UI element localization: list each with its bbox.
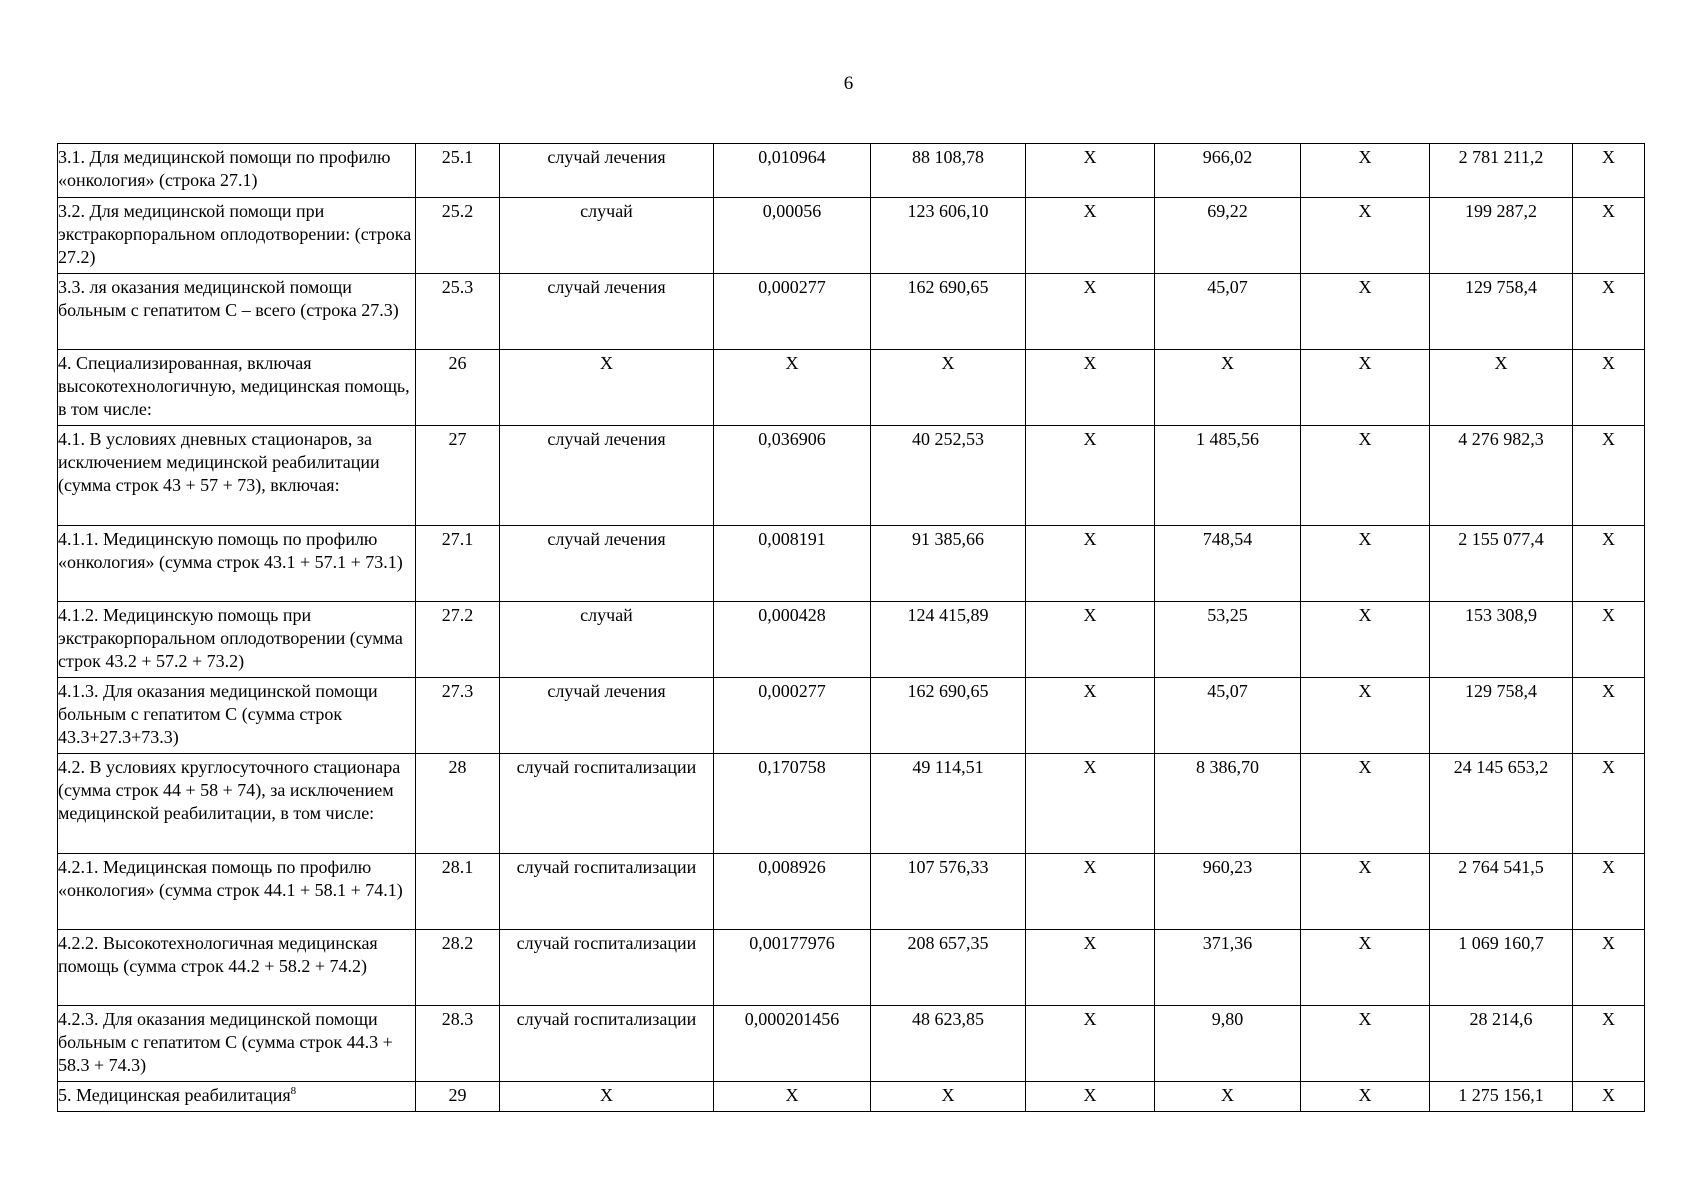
row-cost: 162 690,65: [871, 274, 1026, 350]
row-unit: Х: [500, 1082, 714, 1112]
row-line-number: 29: [416, 1082, 500, 1112]
row-line-number: 28.3: [416, 1006, 500, 1082]
row-col-6: Х: [1026, 930, 1155, 1006]
row-col-8: Х: [1301, 930, 1430, 1006]
row-line-number: 28: [416, 754, 500, 854]
row-col-7: 53,25: [1155, 602, 1301, 678]
row-name: 4.1. В условиях дневных стационаров, за исключением медицинской реабилитации (сумма строк 43 + 57 + 73), включая:: [58, 426, 416, 526]
row-col-10: Х: [1573, 854, 1645, 930]
row-name: 3.3. ля оказания медицинской помощи больным с гепатитом С – всего (строка 27.3): [58, 274, 416, 350]
row-name: 3.2. Для медицинской помощи при экстракорпоральном оплодотворении: (строка 27.2): [58, 198, 416, 274]
row-cost: Х: [871, 350, 1026, 426]
row-col-9: 129 758,4: [1430, 678, 1573, 754]
row-line-number: 27.3: [416, 678, 500, 754]
row-col-8: Х: [1301, 198, 1430, 274]
row-cost: 162 690,65: [871, 678, 1026, 754]
row-col-10: Х: [1573, 1006, 1645, 1082]
row-unit: случай госпитализации: [500, 854, 714, 930]
data-table: [57, 143, 1645, 1112]
table-row: [58, 198, 1645, 274]
row-norm: 0,000201456: [714, 1006, 871, 1082]
row-col-9: 2 155 077,4: [1430, 526, 1573, 602]
row-unit: случай госпитализации: [500, 930, 714, 1006]
row-line-number: 28.2: [416, 930, 500, 1006]
row-cost: 40 252,53: [871, 426, 1026, 526]
row-col-7: 8 386,70: [1155, 754, 1301, 854]
row-unit: случай госпитализации: [500, 1006, 714, 1082]
row-col-9: 4 276 982,3: [1430, 426, 1573, 526]
table-row: [58, 144, 1645, 198]
row-col-10: Х: [1573, 274, 1645, 350]
row-col-7: Х: [1155, 1082, 1301, 1112]
row-col-8: Х: [1301, 854, 1430, 930]
row-norm: 0,008926: [714, 854, 871, 930]
row-line-number: 25.1: [416, 144, 500, 198]
row-line-number: 27: [416, 426, 500, 526]
row-unit: случай лечения: [500, 678, 714, 754]
row-name: 3.1. Для медицинской помощи по профилю «онкология» (строка 27.1): [58, 144, 416, 198]
table-row: [58, 602, 1645, 678]
row-cost: 49 114,51: [871, 754, 1026, 854]
table-row: [58, 1082, 1645, 1112]
row-norm: 0,036906: [714, 426, 871, 526]
row-col-9: 153 308,9: [1430, 602, 1573, 678]
row-name: 4.1.1. Медицинскую помощь по профилю «онкология» (сумма строк 43.1 + 57.1 + 73.1): [58, 526, 416, 602]
row-col-9: 129 758,4: [1430, 274, 1573, 350]
row-col-10: Х: [1573, 144, 1645, 198]
row-col-6: Х: [1026, 426, 1155, 526]
row-col-7: 371,36: [1155, 930, 1301, 1006]
row-name: 4.1.3. Для оказания медицинской помощи больным с гепатитом С (сумма строк 43.3+27.3+73.3): [58, 678, 416, 754]
row-norm: 0,000277: [714, 274, 871, 350]
row-line-number: 25.2: [416, 198, 500, 274]
row-name: 4.1.2. Медицинскую помощь при экстракорпоральном оплодотворении (сумма строк 43.2 + 57.2 + 73.2): [58, 602, 416, 678]
row-unit: случай: [500, 198, 714, 274]
row-cost: Х: [871, 1082, 1026, 1112]
row-cost: 124 415,89: [871, 602, 1026, 678]
row-col-8: Х: [1301, 602, 1430, 678]
row-col-8: Х: [1301, 1006, 1430, 1082]
row-col-6: Х: [1026, 144, 1155, 198]
row-col-10: Х: [1573, 754, 1645, 854]
row-name: 4.2.3. Для оказания медицинской помощи больным с гепатитом С (сумма строк 44.3 + 58.3 + 74.3): [58, 1006, 416, 1082]
row-col-7: 960,23: [1155, 854, 1301, 930]
table-row: [58, 930, 1645, 1006]
row-name: 4. Специализированная, включая высокотехнологичную, медицинская помощь, в том числе:: [58, 350, 416, 426]
row-cost: 107 576,33: [871, 854, 1026, 930]
row-col-8: Х: [1301, 678, 1430, 754]
row-name: 4.2.1. Медицинская помощь по профилю «онкология» (сумма строк 44.1 + 58.1 + 74.1): [58, 854, 416, 930]
row-col-10: Х: [1573, 350, 1645, 426]
table-row: [58, 854, 1645, 930]
row-col-8: Х: [1301, 1082, 1430, 1112]
row-norm: Х: [714, 350, 871, 426]
row-col-6: Х: [1026, 198, 1155, 274]
row-norm: 0,000428: [714, 602, 871, 678]
row-col-8: Х: [1301, 350, 1430, 426]
row-cost: 91 385,66: [871, 526, 1026, 602]
row-col-6: Х: [1026, 1082, 1155, 1112]
row-norm: 0,008191: [714, 526, 871, 602]
row-col-10: Х: [1573, 602, 1645, 678]
row-col-9: 2 781 211,2: [1430, 144, 1573, 198]
row-unit: случай лечения: [500, 426, 714, 526]
row-col-7: 748,54: [1155, 526, 1301, 602]
table-row: [58, 350, 1645, 426]
row-col-10: Х: [1573, 426, 1645, 526]
row-norm: 0,000277: [714, 678, 871, 754]
row-col-8: Х: [1301, 144, 1430, 198]
row-col-6: Х: [1026, 854, 1155, 930]
row-col-6: Х: [1026, 350, 1155, 426]
row-cost: 48 623,85: [871, 1006, 1026, 1082]
row-line-number: 28.1: [416, 854, 500, 930]
row-name-text: 5. Медицинская реабилитация: [58, 1085, 291, 1105]
row-norm: Х: [714, 1082, 871, 1112]
row-norm: 0,00177976: [714, 930, 871, 1006]
row-col-6: Х: [1026, 274, 1155, 350]
row-col-8: Х: [1301, 754, 1430, 854]
table-row: [58, 426, 1645, 526]
row-col-10: Х: [1573, 678, 1645, 754]
row-norm: 0,010964: [714, 144, 871, 198]
row-name: 4.2. В условиях круглосуточного стационара (сумма строк 44 + 58 + 74), за исключением медицинской реабилитации, в том числе:: [58, 754, 416, 854]
row-col-6: Х: [1026, 526, 1155, 602]
footnote-mark: 8: [290, 1085, 297, 1097]
row-col-10: Х: [1573, 526, 1645, 602]
row-line-number: 26: [416, 350, 500, 426]
row-cost: 123 606,10: [871, 198, 1026, 274]
row-col-6: Х: [1026, 678, 1155, 754]
row-col-8: Х: [1301, 274, 1430, 350]
row-col-9: 1 069 160,7: [1430, 930, 1573, 1006]
row-col-6: Х: [1026, 602, 1155, 678]
table-row: [58, 526, 1645, 602]
row-name: 4.2.2. Высокотехнологичная медицинская помощь (сумма строк 44.2 + 58.2 + 74.2): [58, 930, 416, 1006]
table-row: [58, 1006, 1645, 1082]
row-col-6: Х: [1026, 754, 1155, 854]
row-col-9: 2 764 541,5: [1430, 854, 1573, 930]
row-cost: 88 108,78: [871, 144, 1026, 198]
row-unit: случай: [500, 602, 714, 678]
row-cost: 208 657,35: [871, 930, 1026, 1006]
row-col-9: 24 145 653,2: [1430, 754, 1573, 854]
row-col-10: Х: [1573, 1082, 1645, 1112]
row-norm: 0,00056: [714, 198, 871, 274]
row-col-6: Х: [1026, 1006, 1155, 1082]
row-col-7: 9,80: [1155, 1006, 1301, 1082]
row-line-number: 27.2: [416, 602, 500, 678]
row-col-7: Х: [1155, 350, 1301, 426]
table-row: [58, 754, 1645, 854]
row-unit: случай лечения: [500, 274, 714, 350]
row-line-number: 25.3: [416, 274, 500, 350]
table-row: [58, 274, 1645, 350]
row-col-8: Х: [1301, 426, 1430, 526]
row-col-9: Х: [1430, 350, 1573, 426]
row-col-8: Х: [1301, 526, 1430, 602]
row-col-9: 199 287,2: [1430, 198, 1573, 274]
row-unit: случай лечения: [500, 526, 714, 602]
row-col-7: 966,02: [1155, 144, 1301, 198]
row-col-10: Х: [1573, 198, 1645, 274]
row-col-7: 1 485,56: [1155, 426, 1301, 526]
table-row: [58, 678, 1645, 754]
row-col-7: 45,07: [1155, 678, 1301, 754]
row-col-10: Х: [1573, 930, 1645, 1006]
row-unit: Х: [500, 350, 714, 426]
row-col-9: 28 214,6: [1430, 1006, 1573, 1082]
row-col-7: 45,07: [1155, 274, 1301, 350]
row-col-7: 69,22: [1155, 198, 1301, 274]
row-unit: случай госпитализации: [500, 754, 714, 854]
row-col-9: 1 275 156,1: [1430, 1082, 1573, 1112]
row-norm: 0,170758: [714, 754, 871, 854]
row-unit: случай лечения: [500, 144, 714, 198]
page-number: 6: [843, 73, 854, 94]
row-name: [58, 1082, 416, 1112]
row-line-number: 27.1: [416, 526, 500, 602]
